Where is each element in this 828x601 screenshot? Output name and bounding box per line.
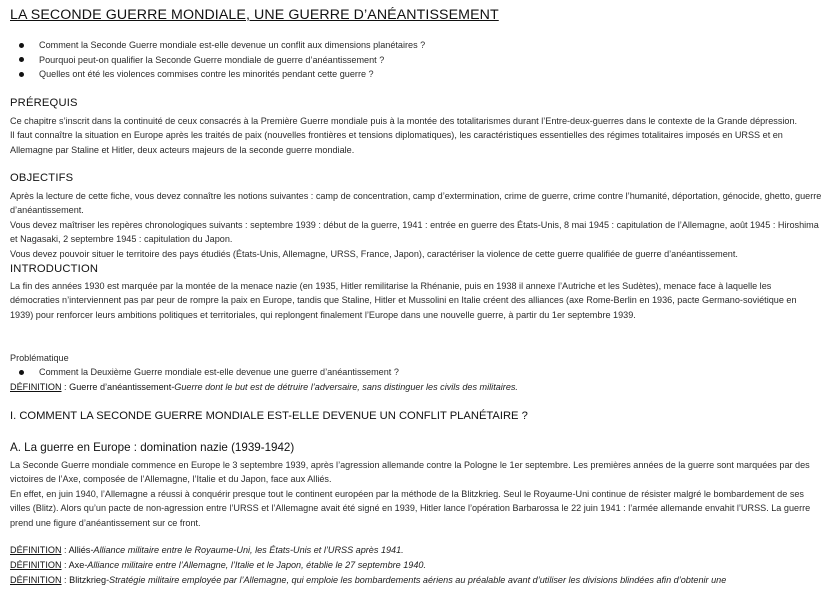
paragraph: Il faut connaître la situation en Europe après les traités de paix (nouvelles frontières et tensions diplomatiques), les caractéristiques essentielles des régimes totalitaires imposés en URSS et en Allemagne par Staline et Hitler, deux acteurs majeurs de la seconde guerre mondiale. [10, 130, 783, 155]
list-item: Comment la Seconde Guerre mondiale est-elle devenue un conflit aux dimensions planétaires ? [10, 38, 425, 53]
problematique-label: Problématique [10, 353, 69, 363]
definition-term: Axe [68, 560, 85, 570]
definition-axe: DÉFINITION : Axe-Alliance militaire entre l’Allemagne, l’Italie et le Japon, établie le 27 septembre 1940. [10, 560, 426, 570]
definition-keyword: DÉFINITION [10, 575, 62, 585]
list-item: Quelles ont été les violences commises contre les minorités pendant cette guerre ? [10, 67, 425, 82]
definition-term: Guerre d’anéantissement [69, 382, 172, 392]
definition-keyword: DÉFINITION [10, 545, 62, 555]
objectifs-heading: OBJECTIFS [10, 172, 74, 184]
definition-text: -Alliance militaire entre le Royaume-Uni, les États-Unis et l’URSS après 1941. [90, 545, 404, 555]
definition-keyword: DÉFINITION [10, 382, 62, 392]
paragraph: Ce chapitre s’inscrit dans la continuité de ceux consacrés à la Première Guerre mondiale puis à la montée des totalitarismes durant l’Entre-deux-guerres dans le contexte de la Grande dépression. [10, 116, 798, 126]
paragraph: Après la lecture de cette fiche, vous devez connaître les notions suivantes : camp de concentration, camp d’extermination, crime de guerre, crime contre l’humanité, déportation, génocide, ghetto, guerre d’anéantissement. [10, 191, 822, 216]
definition-text: -Alliance militaire entre l’Allemagne, l’Italie et le Japon, établie le 27 septembre 1940. [84, 560, 426, 570]
paragraph: La Seconde Guerre mondiale commence en Europe le 3 septembre 1939, après l’agression allemande contre la Pologne le 1er septembre. Les premières années de la guerre sont marquées par des victoires de l’Axe, composée de l’Allemagne, l’Italie et du Japon, face aux Alliés. [10, 460, 810, 485]
bullet-icon [19, 43, 24, 48]
paragraph: Vous devez maîtriser les repères chronologiques suivants : septembre 1939 : début de la guerre, 1941 : entrée en guerre des États-Unis, 8 mai 1945 : capitulation de l’Allemagne, août 1945 : Hiroshima et Nagasaki, 2 septembre 1945 : capitulation du Japon. [10, 219, 819, 245]
questions-list [10, 38, 425, 82]
definition-term: Blitzkrieg [69, 575, 107, 585]
definition-term: Alliés [68, 545, 91, 555]
list-item: Comment la Deuxième Guerre mondiale est-elle devenue une guerre d’anéantissement ? [10, 365, 399, 380]
bullet-icon [19, 57, 24, 62]
bullet-icon [19, 72, 24, 77]
paragraph: La fin des années 1930 est marquée par la montée de la menace nazie (en 1935, Hitler remilitarise la Rhénanie, puis en 1938 il annexe l’Autriche et les Sudètes), menace face à laquelle les démocraties n’interviennent pas par peur de rompre la paix en Europe, tandis que Staline, Hitler et Mussolini en Italie créent des alliances (axe Rome-Berlin en 1936, pacte Germano-soviétique en 1939) pour renforcer leurs ambitions politiques et territoriales, qui replongent finalement l’Europe dans une nouvelle guerre, à partir du 1er septembre 1939. [10, 281, 797, 320]
section-1a-title: A. La guerre en Europe : domination nazie (1939-1942) [10, 441, 295, 454]
definition-text: -Stratégie militaire employée par l’Allemagne, qui emploie les bombardements aériens au préalable avant d’utiliser les divisions blindées afin d’obtenir une [106, 575, 727, 585]
paragraph: Vous devez pouvoir situer le territoire des pays étudiés (États-Unis, Allemagne, URSS, France, Japon), caractériser la violence de cette guerre qualifiée de guerre d’anéantissement. [10, 248, 738, 259]
definition-blitzkrieg: DÉFINITION : Blitzkrieg-Stratégie militaire employée par l’Allemagne, qui emploie les bombardements aériens au préalable avant d’utiliser les divisions blindées afin d’obtenir une [10, 575, 727, 585]
list-item: Pourquoi peut-on qualifier la Seconde Guerre mondiale de guerre d’anéantissement ? [10, 53, 425, 68]
prerequis-heading: PRÉREQUIS [10, 97, 78, 109]
paragraph: En effet, en juin 1940, l’Allemagne a réussi à conquérir presque tout le continent européen par la méthode de la Blitzkrieg. Seul le Royaume-Uni continue de résister malgré le bombardement de ses villes (Blitz). Alors qu’un pacte de non-agression entre l’URSS et l’Allemagne avait été signé en 1939, Hitler lance l’opération Barbarossa le 22 juin 1941 : l’armée allemande envahit l’URSS. La guerre prend une figure d’anéantissement sur ce front. [10, 488, 811, 528]
definition-keyword: DÉFINITION [10, 560, 62, 570]
introduction-heading: INTRODUCTION [10, 263, 99, 275]
section-1a-text [10, 458, 822, 530]
problematique-list [10, 365, 399, 380]
bullet-icon [19, 370, 24, 375]
page-title: LA SECONDE GUERRE MONDIALE, UNE GUERRE D’ANÉANTISSEMENT [10, 7, 499, 23]
definition-aneantissement: DÉFINITION : Guerre d’anéantissement-Guerre dont le but est de détruire l’adversaire, sans distinguer les civils des militaires. [10, 382, 518, 392]
definition-text: -Guerre dont le but est de détruire l’adversaire, sans distinguer les civils des militaires. [171, 382, 518, 392]
introduction-text [10, 279, 822, 322]
section-1-title: I. COMMENT LA SECONDE GUERRE MONDIALE EST-ELLE DEVENUE UN CONFLIT PLANÉTAIRE ? [10, 410, 528, 422]
objectifs-text [10, 189, 822, 261]
definition-allies: DÉFINITION : Alliés-Alliance militaire entre le Royaume-Uni, les États-Unis et l’URSS après 1941. [10, 545, 404, 555]
prerequis-text [10, 114, 822, 157]
